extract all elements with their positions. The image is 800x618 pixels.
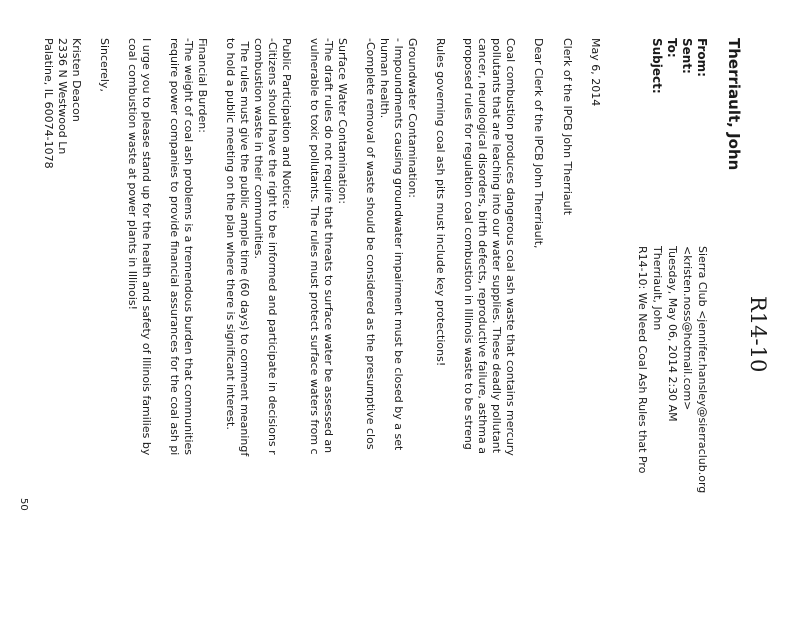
to-label: To: — [665, 38, 679, 58]
public-participation-line: The rules must give the public ample time (60 days) to comment meaningf — [238, 38, 251, 457]
public-participation-line: combustion waste in their communities. — [252, 38, 265, 260]
groundwater-line: -Complete removal of waste should be considered as the presumptive clos — [364, 38, 377, 450]
from-value-email: <kristen.noss@hotmail.com> — [681, 246, 694, 411]
signature-address: 2336 N Westwood Ln — [56, 38, 69, 155]
groundwater-line: human health. — [378, 38, 391, 119]
groundwater-heading: Groundwater Contamination: — [406, 38, 419, 198]
public-participation-line: to hold a public meeting on the plan where there is significant interest. — [224, 38, 237, 430]
letter-closing: Sincerely, — [98, 38, 111, 92]
key-protections-line: Rules governing coal ash pits must include key protections! — [434, 38, 447, 367]
page-number: 50 — [18, 498, 29, 511]
subject-label: Subject: — [650, 38, 664, 94]
signature-name: Kristen Deacon — [70, 38, 83, 122]
from-label: From: — [695, 38, 709, 77]
sender-name: Therriault, John — [725, 38, 743, 171]
to-value: Therriault, John — [651, 246, 664, 331]
financial-burden-line: require power companies to provide financial assurances for the coal ash pi — [168, 38, 181, 456]
public-participation-heading: Public Participation and Notice: — [280, 38, 293, 210]
intro-line: Coal combustion produces dangerous coal ash waste that contains mercury — [504, 38, 517, 456]
groundwater-line: - Impoundments causing groundwater impairment must be closed by a set — [392, 38, 405, 451]
financial-burden-heading: Financial Burden: — [196, 38, 209, 133]
surface-water-heading: Surface Water Contamination: — [336, 38, 349, 205]
urge-line: I urge you to please stand up for the health and safety of Illinois families by — [140, 38, 153, 456]
intro-line: cancer, neurological disorders, birth defects, reproductive failure, asthma a — [476, 38, 489, 454]
from-value: Sierra Club <jennifer.hansley@sierraclub.org — [696, 246, 709, 494]
letter-date: May 6, 2014 — [589, 38, 602, 107]
public-participation-line: -Citizens should have the right to be informed and participate in decisions r — [266, 38, 279, 455]
signature-city: Palatine, IL 60074-1078 — [42, 38, 55, 169]
intro-line: proposed rules for regulation coal combustion in Illinois waste to be streng — [462, 38, 475, 450]
urge-line: coal combustion waste at power plants in Illinois! — [126, 38, 139, 311]
document-id: R14-10 — [746, 296, 770, 373]
surface-water-line: vulnerable to toxic pollutants. The rules must protect surface waters from c — [308, 38, 321, 455]
sent-label: Sent: — [680, 38, 694, 74]
financial-burden-line: -The weight of coal ash problems is a tremendous burden that communities — [182, 38, 195, 456]
surface-water-line: -The draft rules do not require that threats to surface water be assessed an — [322, 38, 335, 454]
sent-value: Tuesday, May 06, 2014 2:30 AM — [666, 246, 679, 422]
letter-recipient: Clerk of the IPCB John Therriault — [561, 38, 574, 216]
subject-value: R14-10: We Need Coal Ash Rules that Pro — [636, 246, 649, 474]
intro-line: pollutants that are leaching into our water supplies. These deadly pollutant — [490, 38, 503, 454]
letter-salutation: Dear Clerk of the IPCB John Therriault, — [532, 38, 545, 249]
